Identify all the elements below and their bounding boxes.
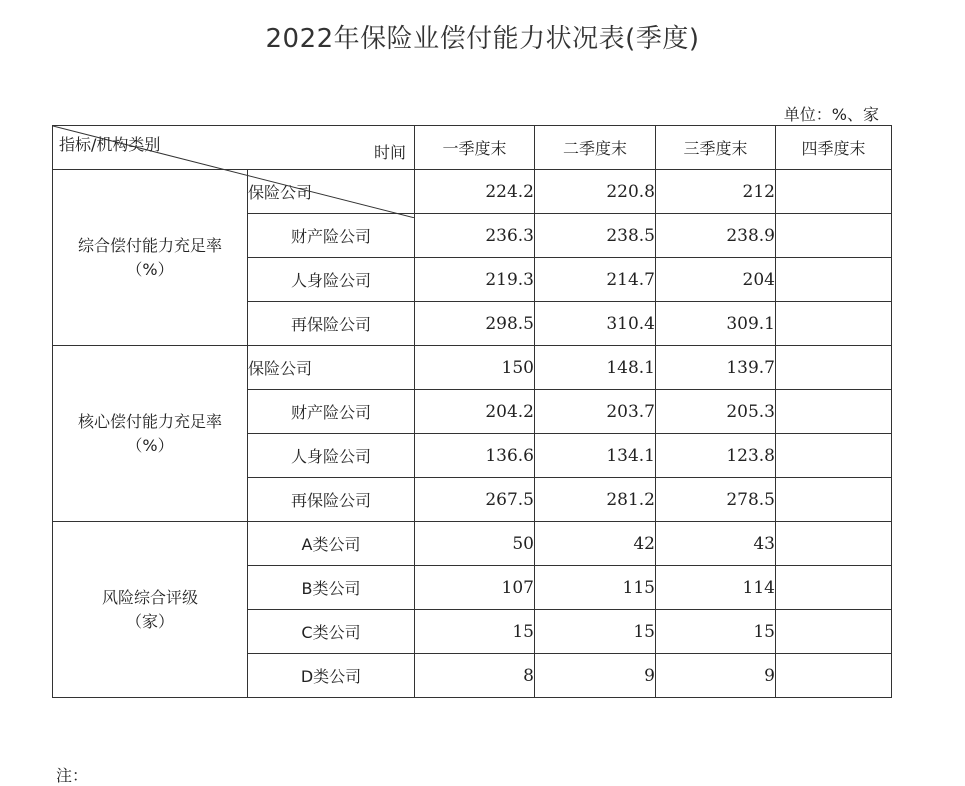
value-cell: 298.5 (415, 302, 535, 346)
value-cell: 148.1 (535, 346, 656, 390)
row-label: 保险公司 (248, 346, 415, 390)
value-cell: 236.3 (415, 214, 535, 258)
row-label: D类公司 (248, 654, 415, 698)
group-name: 综合偿付能力充足率 (77, 235, 222, 255)
value-cell: 139.7 (656, 346, 776, 390)
column-header-q3: 三季度末 (656, 126, 776, 170)
value-cell: 134.1 (535, 434, 656, 478)
value-cell: 15 (535, 610, 656, 654)
time-label: 时间 (373, 143, 406, 162)
value-cell: 9 (656, 654, 776, 698)
note-label: 注： (56, 766, 89, 785)
row-label: 再保险公司 (248, 478, 415, 522)
table-row (53, 346, 892, 390)
value-cell: 310.4 (535, 302, 656, 346)
group-name: 核心偿付能力充足率 (77, 411, 222, 431)
group-name: 风险综合评级 (101, 587, 198, 607)
value-cell (776, 478, 892, 522)
unit-label: 单位：%、家 (783, 105, 879, 124)
table-body (53, 126, 892, 698)
value-cell (776, 434, 892, 478)
row-label: 再保险公司 (248, 302, 415, 346)
value-cell: 220.8 (535, 170, 656, 214)
group-cell (53, 522, 248, 698)
value-cell: 50 (415, 522, 535, 566)
group-unit: （%） (126, 259, 174, 279)
value-cell: 9 (535, 654, 656, 698)
solvency-table (52, 125, 892, 698)
table-row (53, 522, 892, 566)
value-cell: 204 (656, 258, 776, 302)
value-cell: 15 (415, 610, 535, 654)
value-cell: 219.3 (415, 258, 535, 302)
value-cell: 8 (415, 654, 535, 698)
row-label: C类公司 (248, 610, 415, 654)
value-cell (776, 522, 892, 566)
value-cell (776, 654, 892, 698)
header-row (53, 126, 892, 170)
value-cell: 238.9 (656, 214, 776, 258)
group-unit: （家） (125, 611, 174, 631)
value-cell (776, 258, 892, 302)
value-cell (776, 390, 892, 434)
value-cell: 281.2 (535, 478, 656, 522)
value-cell: 212 (656, 170, 776, 214)
value-cell: 204.2 (415, 390, 535, 434)
column-header-q2: 二季度末 (535, 126, 656, 170)
row-label: 财产险公司 (248, 214, 415, 258)
value-cell (776, 214, 892, 258)
value-cell: 115 (535, 566, 656, 610)
value-cell: 43 (656, 522, 776, 566)
value-cell (776, 566, 892, 610)
value-cell (776, 610, 892, 654)
metric-label: 指标/机构类别 (59, 135, 161, 154)
row-label: B类公司 (248, 566, 415, 610)
column-header-q1: 一季度末 (415, 126, 535, 170)
diagonal-header-cell (53, 126, 415, 170)
value-cell (776, 346, 892, 390)
value-cell: 203.7 (535, 390, 656, 434)
value-cell: 267.5 (415, 478, 535, 522)
value-cell: 136.6 (415, 434, 535, 478)
column-header-q4: 四季度末 (776, 126, 892, 170)
value-cell: 42 (535, 522, 656, 566)
value-cell: 114 (656, 566, 776, 610)
row-label: 人身险公司 (248, 434, 415, 478)
row-label: 人身险公司 (248, 258, 415, 302)
group-cell (53, 346, 248, 522)
value-cell: 278.5 (656, 478, 776, 522)
row-label: 保险公司 (248, 170, 415, 214)
value-cell (776, 170, 892, 214)
value-cell (776, 302, 892, 346)
value-cell: 224.2 (415, 170, 535, 214)
row-label: A类公司 (248, 522, 415, 566)
value-cell: 238.5 (535, 214, 656, 258)
value-cell: 150 (415, 346, 535, 390)
value-cell: 205.3 (656, 390, 776, 434)
group-unit: （%） (126, 435, 174, 455)
value-cell: 309.1 (656, 302, 776, 346)
page-title: 2022年保险业偿付能力状况表(季度) (265, 24, 700, 54)
value-cell: 123.8 (656, 434, 776, 478)
row-label: 财产险公司 (248, 390, 415, 434)
value-cell: 15 (656, 610, 776, 654)
value-cell: 214.7 (535, 258, 656, 302)
value-cell: 107 (415, 566, 535, 610)
